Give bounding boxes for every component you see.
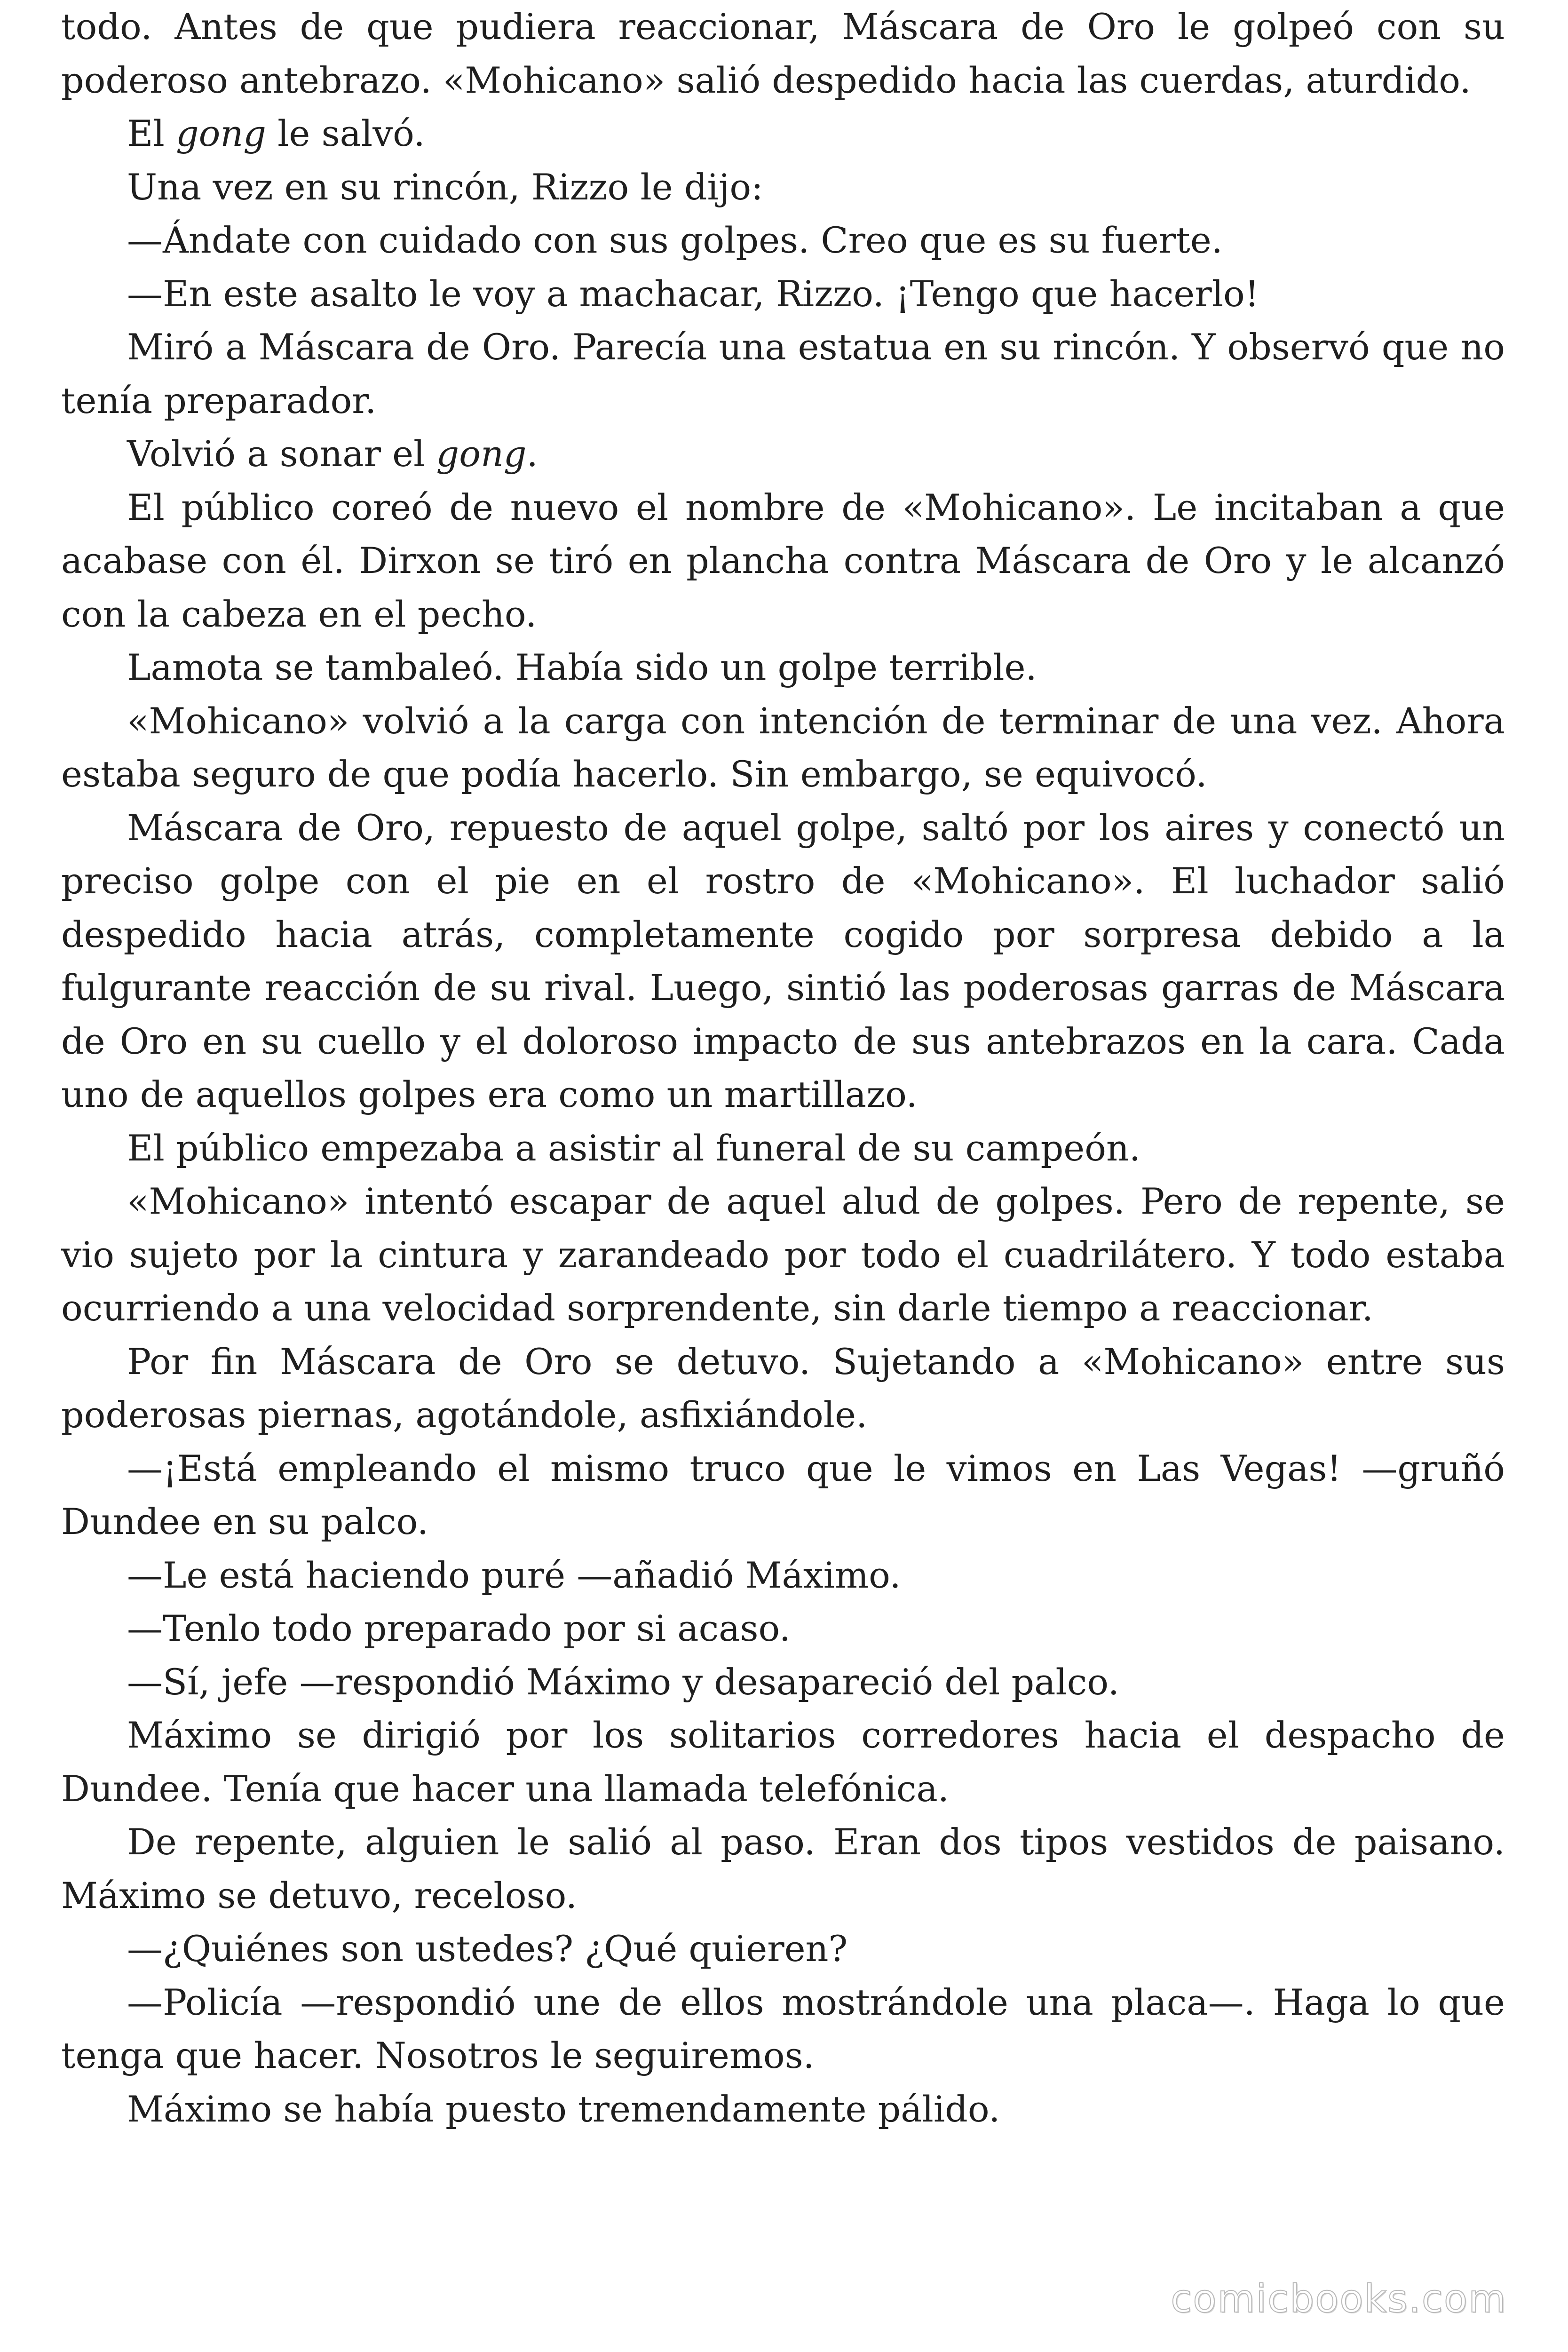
- paragraph: [61, 1549, 1505, 1602]
- paragraph: [61, 1815, 1505, 1922]
- paragraph: [61, 1602, 1505, 1655]
- text-run: Máscara de Oro, repuesto de aquel golpe, saltó por los aires y conectó un preciso golpe con el pie en el rostro de «Mohicano». El luchador salió despedido hacia atrás, completamente cogido por sorpresa debido a la fulgurante reacción de su rival. Luego, sintió las poderosas garras de Máscara de Oro en su cuello y el doloroso impacto de sus antebrazos en la cara. Cada uno de aquellos golpes era como un martillazo.: [61, 806, 1505, 1115]
- text-run: —Tenlo todo preparado por si acaso.: [127, 1607, 791, 1649]
- paragraph: [61, 320, 1505, 427]
- text-run: —¿Quiénes son ustedes? ¿Qué quieren?: [127, 1928, 848, 1970]
- text-run: —¡Está empleando el mismo truco que le vimos en Las Vegas! —gruñó Dundee en su palco.: [61, 1447, 1505, 1542]
- paragraph: [61, 267, 1505, 321]
- text-run: —En este asalto le voy a machacar, Rizzo. ¡Tengo que hacerlo!: [127, 272, 1259, 315]
- text-run: «Mohicano» volvió a la carga con intención de terminar de una vez. Ahora estaba seguro de que podía hacerlo. Sin embargo, se equivocó.: [61, 699, 1505, 795]
- text-run: El público coreó de nuevo el nombre de «Mohicano». Le incitaban a que acabase con él. Dirxon se tiró en plancha contra Máscara de Oro y le alcanzó con la cabeza en el pecho.: [61, 486, 1505, 635]
- text-run: Lamota se tambaleó. Había sido un golpe terrible.: [127, 646, 1037, 688]
- paragraph: [61, 1175, 1505, 1335]
- text-run: —Ándate con cuidado con sus golpes. Creo que es su fuerte.: [127, 219, 1223, 261]
- text-run: le salvó.: [266, 112, 425, 154]
- paragraph: [61, 2082, 1505, 2136]
- paragraph: [61, 1708, 1505, 1815]
- paragraph: [61, 160, 1505, 214]
- text-run: De repente, alguien le salió al paso. Eran dos tipos vestidos de paisano. Máximo se detuvo, receloso.: [61, 1821, 1505, 1916]
- page-body: [61, 0, 1505, 2136]
- paragraph: [61, 0, 1505, 107]
- text-run: —Le está haciendo puré —añadió Máximo.: [127, 1554, 901, 1596]
- paragraph: [61, 1335, 1505, 1442]
- paragraph: [61, 427, 1505, 481]
- text-run: Miró a Máscara de Oro. Parecía una estatua en su rincón. Y observó que no tenía preparador.: [61, 326, 1505, 421]
- watermark: comicbooks.com: [1171, 2277, 1507, 2321]
- text-run: todo. Antes de que pudiera reaccionar, Máscara de Oro le golpeó con su poderoso antebrazo. «Mohicano» salió despedido hacia las cuerdas, aturdido.: [61, 6, 1505, 101]
- text-run: Por fin Máscara de Oro se detuvo. Sujetando a «Mohicano» entre sus poderosas piernas, agotándole, asfixiándole.: [61, 1340, 1505, 1436]
- paragraph: [61, 1976, 1505, 2082]
- paragraph: [61, 214, 1505, 267]
- text-run: Volvió a sonar el: [127, 433, 436, 475]
- text-run: Máximo se había puesto tremendamente pálido.: [127, 2088, 1000, 2130]
- text-run: —Sí, jefe —respondió Máximo y desapareció del palco.: [127, 1661, 1119, 1703]
- paragraph: [61, 1121, 1505, 1175]
- paragraph: [61, 107, 1505, 160]
- text-run: Máximo se dirigió por los solitarios corredores hacia el despacho de Dundee. Tenía que hacer una llamada telefónica.: [61, 1714, 1505, 1810]
- paragraph: [61, 481, 1505, 641]
- paragraph: [61, 1655, 1505, 1709]
- text-run: Una vez en su rincón, Rizzo le dijo:: [127, 166, 763, 208]
- text-run: «Mohicano» intentó escapar de aquel alud de golpes. Pero de repente, se vio sujeto por la cintura y zarandeado por todo el cuadrilátero. Y todo estaba ocurriendo a una velocidad sorprendente, sin darle tiempo a reaccionar.: [61, 1180, 1505, 1329]
- paragraph: [61, 1442, 1505, 1549]
- text-run: —Policía —respondió une de ellos mostrándole una placa—. Haga lo que tenga que hacer. Nosotros le seguiremos.: [61, 1981, 1505, 2076]
- paragraph: [61, 1922, 1505, 1976]
- text-run: El público empezaba a asistir al funeral de su campeón.: [127, 1127, 1141, 1169]
- italic-text: gong: [436, 433, 527, 475]
- paragraph: [61, 694, 1505, 801]
- text-run: El: [127, 112, 176, 154]
- paragraph: [61, 641, 1505, 694]
- italic-text: gong: [175, 112, 266, 154]
- paragraph: [61, 801, 1505, 1121]
- text-run: .: [526, 433, 538, 475]
